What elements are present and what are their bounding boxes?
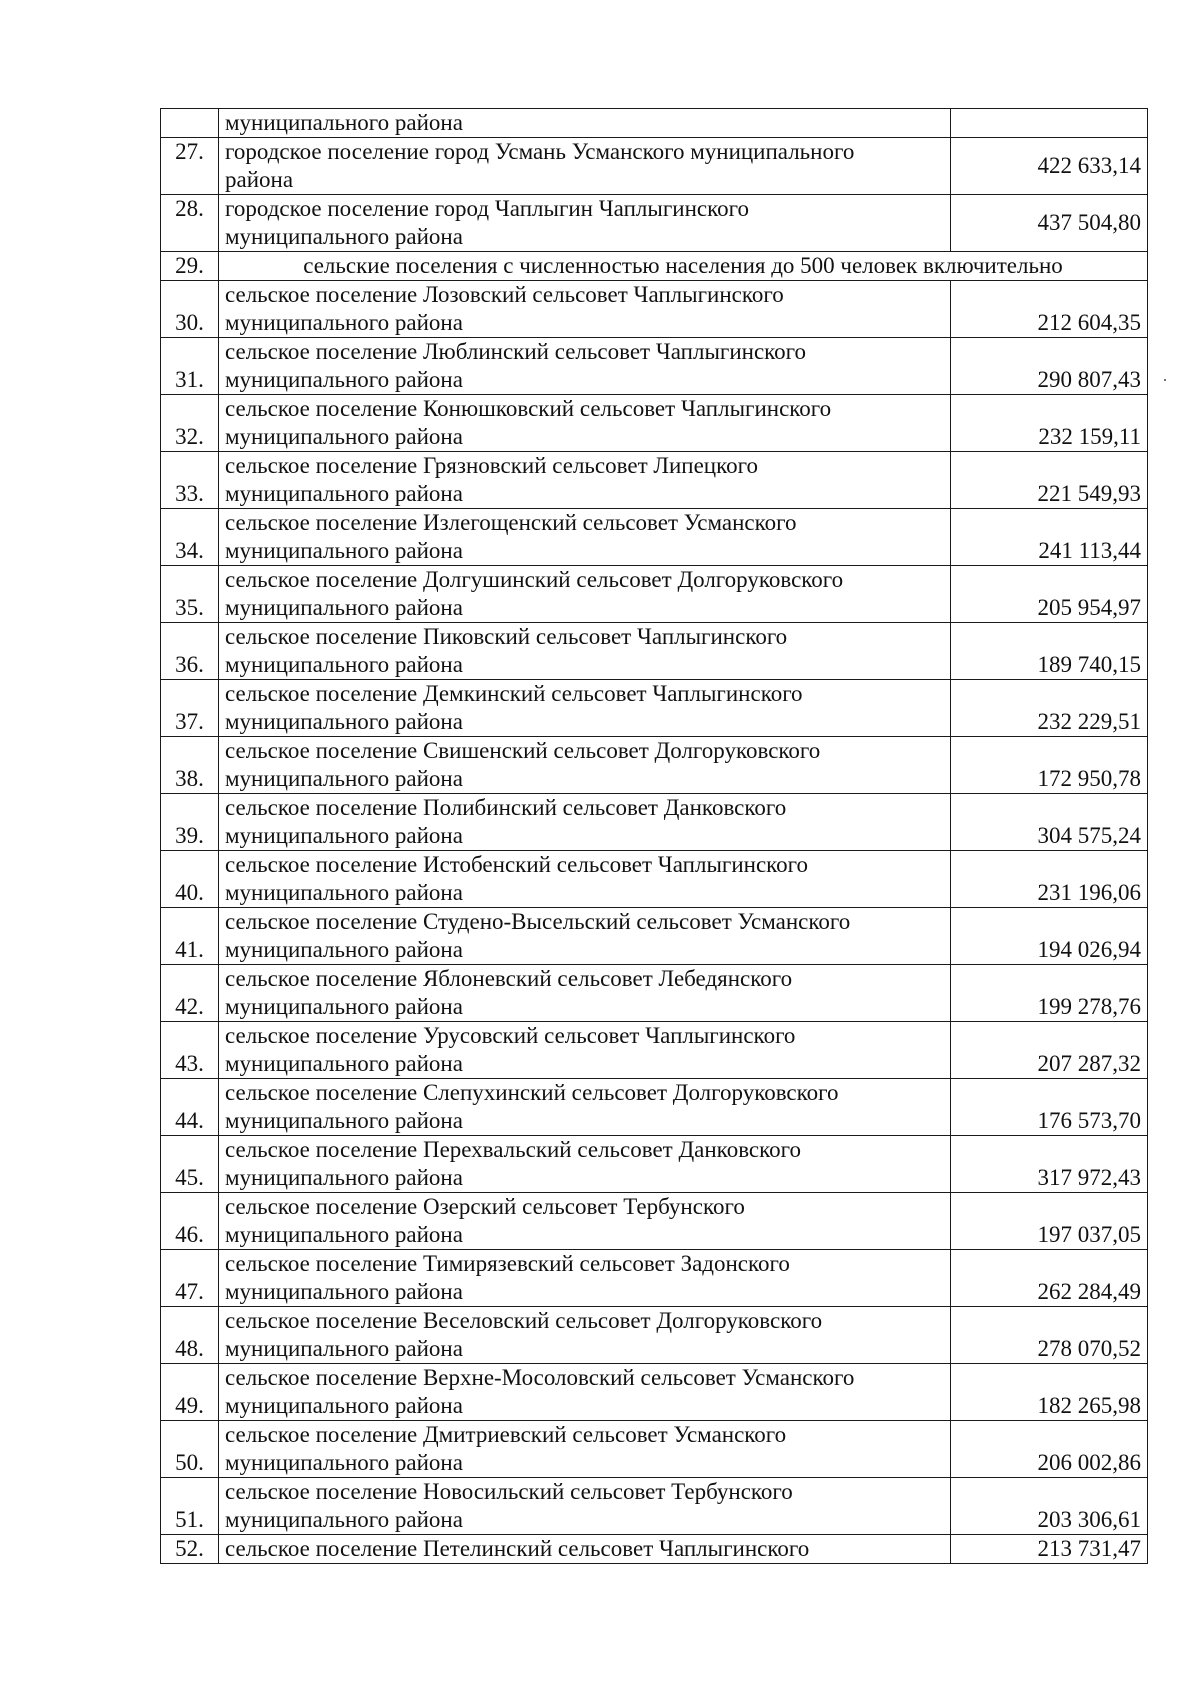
amount-cell: 203 306,61 xyxy=(951,1478,1148,1535)
settlement-name-line: сельское поселение Новосильский сельсовет Тербунского xyxy=(225,1479,793,1504)
table-row xyxy=(161,737,1148,794)
row-number-cell: 30. xyxy=(161,281,219,338)
settlement-name-line: муниципального района xyxy=(225,937,463,962)
settlement-name-line: сельское поселение Истобенский сельсовет Чаплыгинского xyxy=(225,852,809,877)
settlement-name-line: сельское поселение Лозовский сельсовет Чаплыгинского xyxy=(225,282,784,307)
table-row xyxy=(161,623,1148,680)
table-row xyxy=(161,1421,1148,1478)
table-row xyxy=(161,1193,1148,1250)
settlement-name-cell xyxy=(219,794,951,851)
settlement-name-line: муниципального района xyxy=(225,1108,463,1133)
table-row xyxy=(161,794,1148,851)
table-body xyxy=(161,109,1148,1564)
settlement-name-line: муниципального района xyxy=(225,310,463,335)
settlement-name-line: муниципального района xyxy=(225,1222,463,1247)
row-number-cell: 45. xyxy=(161,1136,219,1193)
row-number-cell: 27. xyxy=(161,138,219,195)
table-row xyxy=(161,1136,1148,1193)
settlement-name-line: муниципального района xyxy=(225,766,463,791)
settlement-name-cell xyxy=(219,908,951,965)
table-row xyxy=(161,680,1148,737)
row-number-cell: 46. xyxy=(161,1193,219,1250)
settlement-name-line: сельское поселение Студено-Высельский сельсовет Усманского xyxy=(225,909,851,934)
settlement-name-line: муниципального района xyxy=(225,652,463,677)
amount-cell: 197 037,05 xyxy=(951,1193,1148,1250)
settlement-name-cell xyxy=(219,965,951,1022)
settlement-name-cell xyxy=(219,1478,951,1535)
settlement-name-line: сельское поселение Тимирязевский сельсовет Задонского xyxy=(225,1251,790,1276)
row-number-cell: 38. xyxy=(161,737,219,794)
settlement-name-line: сельское поселение Урусовский сельсовет Чаплыгинского xyxy=(225,1023,796,1048)
row-number-cell xyxy=(161,109,219,138)
settlement-name-cell xyxy=(219,281,951,338)
settlement-name-line: городское поселение город Чаплыгин Чаплыгинского xyxy=(225,196,749,221)
settlement-name-line: муниципального района xyxy=(225,709,463,734)
table-row xyxy=(161,1307,1148,1364)
settlement-name-line: сельское поселение Озерский сельсовет Тербунского xyxy=(225,1194,745,1219)
row-number-cell: 29. xyxy=(161,252,219,281)
row-number-cell: 35. xyxy=(161,566,219,623)
row-number-cell: 32. xyxy=(161,395,219,452)
settlement-name-line: сельское поселение Веселовский сельсовет Долгоруковского xyxy=(225,1308,823,1333)
settlement-name-cell xyxy=(219,1421,951,1478)
settlement-name-line: муниципального района xyxy=(225,1336,463,1361)
amount-cell: 205 954,97 xyxy=(951,566,1148,623)
settlement-name-cell xyxy=(219,195,951,252)
settlement-name-cell xyxy=(219,680,951,737)
settlement-name-line: муниципального района xyxy=(225,1450,463,1475)
amount-cell: 213 731,47 xyxy=(951,1535,1148,1564)
settlement-name-line: муниципального района xyxy=(225,424,463,449)
amount-cell: 172 950,78 xyxy=(951,737,1148,794)
settlement-name-line: муниципального района xyxy=(225,994,463,1019)
scan-speck xyxy=(1164,379,1166,381)
settlement-name-cell xyxy=(219,138,951,195)
settlement-name-line: сельское поселение Свишенский сельсовет Долгоруковского xyxy=(225,738,821,763)
settlement-name-line: муниципального района xyxy=(225,595,463,620)
row-number-cell: 41. xyxy=(161,908,219,965)
amount-cell: 304 575,24 xyxy=(951,794,1148,851)
settlement-name-cell xyxy=(219,1250,951,1307)
amount-cell: 206 002,86 xyxy=(951,1421,1148,1478)
settlement-name-line: сельское поселение Демкинский сельсовет Чаплыгинского xyxy=(225,681,803,706)
settlement-name-line: района xyxy=(225,167,294,192)
table-row xyxy=(161,138,1148,195)
table-row xyxy=(161,395,1148,452)
table-row xyxy=(161,1535,1148,1564)
row-number-cell: 52. xyxy=(161,1535,219,1564)
settlement-name-line: сельское поселение Полибинский сельсовет Данковского xyxy=(225,795,787,820)
row-number-cell: 47. xyxy=(161,1250,219,1307)
settlement-name-line: муниципального района xyxy=(225,1279,463,1304)
row-number-cell: 39. xyxy=(161,794,219,851)
amount-cell: 241 113,44 xyxy=(951,509,1148,566)
table-row xyxy=(161,1022,1148,1079)
amount-cell xyxy=(951,109,1148,138)
settlement-name-line: сельское поселение Люблинский сельсовет Чаплыгинского xyxy=(225,339,807,364)
row-number-cell: 40. xyxy=(161,851,219,908)
row-number-cell: 34. xyxy=(161,509,219,566)
row-number-cell: 36. xyxy=(161,623,219,680)
settlement-name-line: муниципального района xyxy=(225,538,463,563)
continuation-row xyxy=(161,109,1148,138)
settlement-name-line: сельское поселение Дмитриевский сельсовет Усманского xyxy=(225,1422,787,1447)
settlement-name-line: муниципального района xyxy=(225,367,463,392)
amount-cell: 232 229,51 xyxy=(951,680,1148,737)
settlement-name-line: муниципального района xyxy=(225,224,463,249)
settlement-allocation-table xyxy=(160,108,1148,1564)
row-number-cell: 33. xyxy=(161,452,219,509)
settlement-name-cell xyxy=(219,1079,951,1136)
settlement-name-cell xyxy=(219,1364,951,1421)
settlement-name-line: сельское поселение Пиковский сельсовет Чаплыгинского xyxy=(225,624,788,649)
row-number-cell: 28. xyxy=(161,195,219,252)
settlement-name-cell xyxy=(219,395,951,452)
row-number-cell: 31. xyxy=(161,338,219,395)
row-number-cell: 49. xyxy=(161,1364,219,1421)
settlement-name-line: городское поселение город Усмань Усманского муниципального xyxy=(225,139,855,164)
amount-cell: 262 284,49 xyxy=(951,1250,1148,1307)
settlement-name-cell xyxy=(219,566,951,623)
amount-cell: 290 807,43 xyxy=(951,338,1148,395)
amount-cell: 437 504,80 xyxy=(951,195,1148,252)
table-row xyxy=(161,452,1148,509)
table-row xyxy=(161,281,1148,338)
settlement-name-line: муниципального района xyxy=(225,823,463,848)
table-row xyxy=(161,965,1148,1022)
table-row xyxy=(161,1478,1148,1535)
amount-cell: 189 740,15 xyxy=(951,623,1148,680)
settlement-name-line: сельское поселение Долгушинский сельсовет Долгоруковского xyxy=(225,567,844,592)
settlement-name-cell: сельское поселение Петелинский сельсовет Чаплыгинского xyxy=(219,1535,951,1564)
amount-cell: 422 633,14 xyxy=(951,138,1148,195)
settlement-name-line: сельское поселение Излегощенский сельсовет Усманского xyxy=(225,510,797,535)
amount-cell: 212 604,35 xyxy=(951,281,1148,338)
row-number-cell: 44. xyxy=(161,1079,219,1136)
settlement-name-line: сельское поселение Слепухинский сельсовет Долгоруковского xyxy=(225,1080,839,1105)
settlement-name-line: сельское поселение Конюшковский сельсовет Чаплыгинского xyxy=(225,396,832,421)
amount-cell: 221 549,93 xyxy=(951,452,1148,509)
settlement-name-line: сельское поселение Верхне-Мосоловский сельсовет Усманского xyxy=(225,1365,855,1390)
settlement-name-line: сельское поселение Перехвальский сельсовет Данковского xyxy=(225,1137,801,1162)
amount-cell: 317 972,43 xyxy=(951,1136,1148,1193)
settlement-name-line: муниципального района xyxy=(225,1051,463,1076)
section-title: сельские поселения с численностью населения до 500 человек включительно xyxy=(219,252,1148,281)
amount-cell: 199 278,76 xyxy=(951,965,1148,1022)
amount-cell: 176 573,70 xyxy=(951,1079,1148,1136)
row-number-cell: 43. xyxy=(161,1022,219,1079)
settlement-name-line: муниципального района xyxy=(225,1507,463,1532)
settlement-name-line: муниципального района xyxy=(225,1393,463,1418)
table-row xyxy=(161,1079,1148,1136)
settlement-name-line: муниципального района xyxy=(225,1165,463,1190)
settlement-name-cell: муниципального района xyxy=(219,109,951,138)
settlement-name-cell xyxy=(219,737,951,794)
settlement-name-cell xyxy=(219,1136,951,1193)
table-row xyxy=(161,509,1148,566)
section-header-row xyxy=(161,252,1148,281)
settlement-name-cell xyxy=(219,338,951,395)
settlement-name-cell xyxy=(219,851,951,908)
table-row xyxy=(161,566,1148,623)
settlement-name-line: сельское поселение Грязновский сельсовет Липецкого xyxy=(225,453,758,478)
row-number-cell: 51. xyxy=(161,1478,219,1535)
settlement-name-line: муниципального района xyxy=(225,880,463,905)
table-row xyxy=(161,908,1148,965)
settlement-name-cell xyxy=(219,1307,951,1364)
settlement-name-cell xyxy=(219,623,951,680)
settlement-name-cell xyxy=(219,509,951,566)
amount-cell: 182 265,98 xyxy=(951,1364,1148,1421)
settlement-name-cell xyxy=(219,452,951,509)
table-row xyxy=(161,1250,1148,1307)
amount-cell: 231 196,06 xyxy=(951,851,1148,908)
table-row xyxy=(161,851,1148,908)
settlement-name-cell xyxy=(219,1193,951,1250)
row-number-cell: 50. xyxy=(161,1421,219,1478)
table-row xyxy=(161,338,1148,395)
amount-cell: 278 070,52 xyxy=(951,1307,1148,1364)
row-number-cell: 42. xyxy=(161,965,219,1022)
row-number-cell: 37. xyxy=(161,680,219,737)
amount-cell: 232 159,11 xyxy=(951,395,1148,452)
table-row xyxy=(161,1364,1148,1421)
table-row xyxy=(161,195,1148,252)
settlement-name-line: сельское поселение Яблоневский сельсовет Лебедянского xyxy=(225,966,793,991)
settlement-name-line: муниципального района xyxy=(225,481,463,506)
settlement-name-cell xyxy=(219,1022,951,1079)
row-number-cell: 48. xyxy=(161,1307,219,1364)
amount-cell: 194 026,94 xyxy=(951,908,1148,965)
amount-cell: 207 287,32 xyxy=(951,1022,1148,1079)
